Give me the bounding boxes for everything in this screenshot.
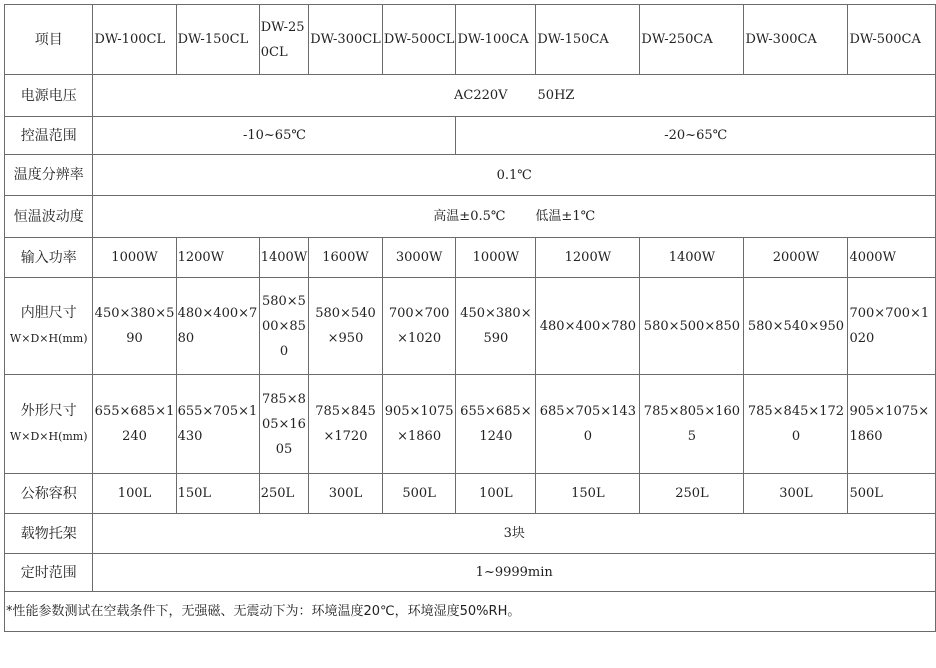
header-row [5, 5, 936, 75]
voltage-freq: 50HZ [537, 88, 575, 103]
outer-size-label-cell [5, 375, 93, 474]
timer-row [5, 554, 936, 592]
outer-size-value: 905×1075×1860 [382, 375, 456, 474]
inner-size-unit: W×D×H(mm) [9, 332, 88, 345]
inner-size-value: 580×540×950 [309, 278, 383, 375]
note-row [5, 592, 936, 632]
resolution-value: 0.1℃ [93, 155, 936, 196]
outer-size-unit: W×D×H(mm) [9, 430, 88, 443]
timer-label: 定时范围 [5, 554, 93, 592]
voltage-ac: AC220V [453, 88, 508, 103]
header-label: 项目 [5, 5, 93, 75]
inner-size-value: 580×500×850 [640, 278, 744, 375]
outer-size-value: 785×845×1720 [744, 375, 848, 474]
outer-size-value: 655×685×1240 [456, 375, 536, 474]
power-value: 1400W [259, 238, 308, 278]
inner-size-value: 700×700×1020 [382, 278, 456, 375]
inner-size-value: 580×540×950 [744, 278, 848, 375]
power-value: 3000W [382, 238, 456, 278]
shelves-value: 3块 [93, 514, 936, 554]
volume-value: 500L [382, 474, 456, 514]
inner-size-value: 480×400×780 [536, 278, 640, 375]
volume-label: 公称容积 [5, 474, 93, 514]
power-value: 1000W [456, 238, 536, 278]
outer-size-value: 905×1075×1860 [848, 375, 936, 474]
model-header: DW-150CL [176, 5, 259, 75]
volume-value: 300L [309, 474, 383, 514]
volume-value: 150L [536, 474, 640, 514]
power-value: 2000W [744, 238, 848, 278]
model-header: DW-300CL [309, 5, 383, 75]
inner-size-value: 450×380×590 [93, 278, 176, 375]
power-label: 输入功率 [5, 238, 93, 278]
power-row [5, 238, 936, 278]
spec-table [4, 4, 936, 632]
inner-size-label: 内胆尺寸 [20, 305, 77, 321]
resolution-label: 温度分辨率 [5, 155, 93, 196]
inner-size-value: 480×400×780 [176, 278, 259, 375]
volume-value: 250L [640, 474, 744, 514]
temp-range-row [5, 117, 936, 155]
outer-size-value: 685×705×1430 [536, 375, 640, 474]
model-header: DW-100CA [456, 5, 536, 75]
outer-size-value: 655×705×1430 [176, 375, 259, 474]
inner-size-value: 450×380×590 [456, 278, 536, 375]
voltage-label: 电源电压 [5, 75, 93, 117]
voltage-row [5, 75, 936, 117]
power-value: 1200W [176, 238, 259, 278]
model-header: DW-100CL [93, 5, 176, 75]
inner-size-value: 700×700×1020 [848, 278, 936, 375]
power-value: 1600W [309, 238, 383, 278]
temp-range-label: 控温范围 [5, 117, 93, 155]
fluctuation-high: 高温±0.5℃ [433, 209, 506, 224]
power-value: 4000W [848, 238, 936, 278]
model-header: DW-150CA [536, 5, 640, 75]
inner-size-label-cell [5, 278, 93, 375]
fluctuation-label: 恒温波动度 [5, 196, 93, 238]
volume-value: 150L [176, 474, 259, 514]
footnote: *性能参数测试在空载条件下，无强磁、无震动下为：环境温度20℃，环境湿度50%RH。 [5, 592, 936, 632]
model-header: DW-250CL [259, 5, 308, 75]
power-value: 1200W [536, 238, 640, 278]
fluctuation-value [93, 196, 936, 238]
outer-size-label: 外形尺寸 [20, 403, 77, 419]
timer-value: 1~9999min [93, 554, 936, 592]
shelves-row [5, 514, 936, 554]
shelves-label: 载物托架 [5, 514, 93, 554]
model-header: DW-300CA [744, 5, 848, 75]
volume-value: 300L [744, 474, 848, 514]
outer-size-value: 785×845×1720 [309, 375, 383, 474]
power-value: 1400W [640, 238, 744, 278]
model-header: DW-500CA [848, 5, 936, 75]
fluctuation-row [5, 196, 936, 238]
outer-size-value: 785×805×1605 [640, 375, 744, 474]
outer-size-row [5, 375, 936, 474]
model-header: DW-500CL [382, 5, 456, 75]
volume-value: 250L [259, 474, 308, 514]
outer-size-value: 785×805×1605 [259, 375, 308, 474]
outer-size-value: 655×685×1240 [93, 375, 176, 474]
resolution-row [5, 155, 936, 196]
temp-range-cl: -10~65℃ [93, 117, 456, 155]
volume-row [5, 474, 936, 514]
inner-size-row [5, 278, 936, 375]
volume-value: 100L [93, 474, 176, 514]
model-header: DW-250CA [640, 5, 744, 75]
volume-value: 100L [456, 474, 536, 514]
inner-size-value: 580×500×850 [259, 278, 308, 375]
temp-range-ca: -20~65℃ [456, 117, 936, 155]
voltage-value [93, 75, 936, 117]
power-value: 1000W [93, 238, 176, 278]
fluctuation-low: 低温±1℃ [535, 209, 596, 224]
volume-value: 500L [848, 474, 936, 514]
